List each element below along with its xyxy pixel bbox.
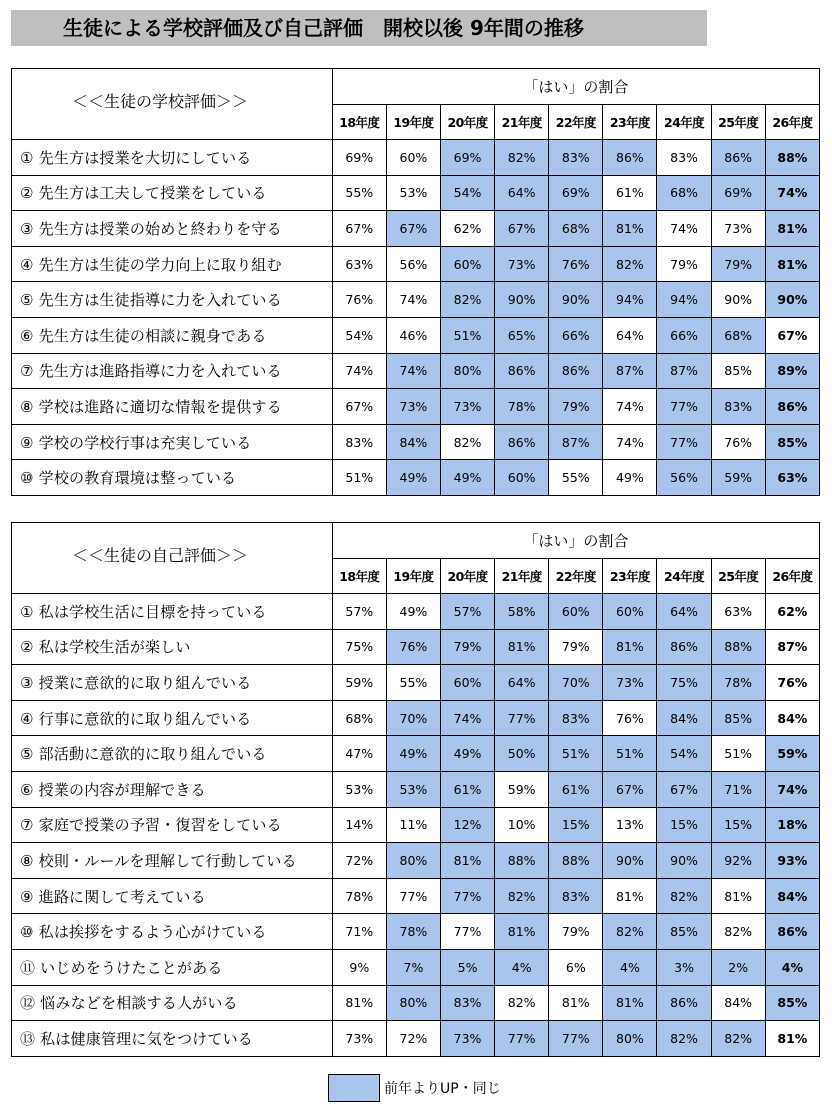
value-cell: 71%: [711, 771, 765, 807]
value-cell: 86%: [603, 140, 657, 176]
value-cell: 82%: [603, 246, 657, 282]
value-cell: 78%: [332, 878, 386, 914]
row-label: ④ 行事に意欲的に取り組んでいる: [12, 700, 333, 736]
table-row: [12, 282, 820, 318]
value-cell: 79%: [549, 629, 603, 665]
value-cell: 10%: [495, 807, 549, 843]
value-cell: 73%: [332, 1021, 386, 1057]
value-cell: 2%: [711, 949, 765, 985]
table-heading: ＜＜生徒の自己評価＞＞: [12, 523, 333, 594]
value-cell: 64%: [495, 665, 549, 701]
value-cell: 81%: [495, 629, 549, 665]
value-cell: 73%: [711, 211, 765, 247]
value-cell: 11%: [386, 807, 440, 843]
value-cell: 89%: [765, 353, 819, 389]
table-row: [12, 629, 820, 665]
value-cell: 72%: [386, 1021, 440, 1057]
value-cell: 59%: [765, 736, 819, 772]
table-row: [12, 736, 820, 772]
value-cell: 90%: [495, 282, 549, 318]
value-cell: 68%: [332, 700, 386, 736]
row-label: ⑧ 校則・ルールを理解して行動している: [12, 843, 333, 879]
value-cell: 83%: [711, 389, 765, 425]
row-label: ⑪ いじめをうけたことがある: [12, 949, 333, 985]
value-cell: 78%: [495, 389, 549, 425]
value-cell: 74%: [386, 353, 440, 389]
value-cell: 62%: [440, 211, 494, 247]
header-row: [12, 69, 820, 105]
year-header: 20年度: [440, 559, 494, 594]
value-cell: 83%: [657, 140, 711, 176]
value-cell: 64%: [495, 175, 549, 211]
value-cell: 82%: [440, 282, 494, 318]
value-cell: 82%: [603, 914, 657, 950]
value-cell: 67%: [603, 771, 657, 807]
row-label: ⑤ 部活動に意欲的に取り組んでいる: [12, 736, 333, 772]
value-cell: 90%: [549, 282, 603, 318]
value-cell: 15%: [549, 807, 603, 843]
value-cell: 77%: [495, 700, 549, 736]
value-cell: 63%: [711, 594, 765, 630]
value-cell: 78%: [711, 665, 765, 701]
value-cell: 85%: [711, 353, 765, 389]
value-cell: 4%: [603, 949, 657, 985]
table-row: [12, 843, 820, 879]
value-cell: 85%: [657, 914, 711, 950]
row-label: ⑦ 家庭で授業の予習・復習をしている: [12, 807, 333, 843]
value-cell: 83%: [332, 424, 386, 460]
value-cell: 81%: [711, 878, 765, 914]
value-cell: 60%: [603, 594, 657, 630]
year-header: 21年度: [495, 105, 549, 140]
value-cell: 74%: [657, 211, 711, 247]
row-label: ③ 先生方は授業の始めと終わりを守る: [12, 211, 333, 247]
value-cell: 64%: [657, 594, 711, 630]
page-title: 生徒による学校評価及び自己評価 開校以後 9年間の推移: [11, 10, 707, 46]
value-cell: 80%: [386, 985, 440, 1021]
legend: [328, 1073, 501, 1103]
value-cell: 79%: [711, 246, 765, 282]
row-label: ⑬ 私は健康管理に気をつけている: [12, 1021, 333, 1057]
value-cell: 85%: [765, 985, 819, 1021]
table-row: [12, 1021, 820, 1057]
value-cell: 86%: [711, 140, 765, 176]
row-label: ⑩ 学校の教育環境は整っている: [12, 460, 333, 496]
value-cell: 51%: [549, 736, 603, 772]
value-cell: 81%: [603, 985, 657, 1021]
value-cell: 75%: [332, 629, 386, 665]
value-cell: 92%: [711, 843, 765, 879]
row-label: ① 先生方は授業を大切にしている: [12, 140, 333, 176]
value-cell: 61%: [603, 175, 657, 211]
value-cell: 83%: [440, 985, 494, 1021]
value-cell: 73%: [386, 389, 440, 425]
value-cell: 79%: [440, 629, 494, 665]
value-cell: 83%: [549, 878, 603, 914]
value-cell: 4%: [495, 949, 549, 985]
row-label: ⑨ 学校の学校行事は充実している: [12, 424, 333, 460]
value-cell: 88%: [495, 843, 549, 879]
value-cell: 94%: [657, 282, 711, 318]
row-label: ⑥ 先生方は生徒の相談に親身である: [12, 317, 333, 353]
header-row: [12, 523, 820, 559]
year-header: 24年度: [657, 559, 711, 594]
value-cell: 65%: [495, 317, 549, 353]
value-cell: 9%: [332, 949, 386, 985]
value-cell: 81%: [495, 914, 549, 950]
table-row: [12, 771, 820, 807]
value-cell: 86%: [549, 353, 603, 389]
value-cell: 81%: [603, 629, 657, 665]
value-cell: 55%: [549, 460, 603, 496]
value-cell: 12%: [440, 807, 494, 843]
value-cell: 81%: [603, 211, 657, 247]
year-header: 24年度: [657, 105, 711, 140]
value-cell: 82%: [495, 985, 549, 1021]
value-cell: 61%: [549, 771, 603, 807]
table-heading: ＜＜生徒の学校評価＞＞: [12, 69, 333, 140]
value-cell: 69%: [549, 175, 603, 211]
value-cell: 90%: [765, 282, 819, 318]
value-cell: 63%: [765, 460, 819, 496]
value-cell: 80%: [603, 1021, 657, 1057]
value-cell: 49%: [386, 594, 440, 630]
value-cell: 68%: [711, 317, 765, 353]
value-cell: 94%: [603, 282, 657, 318]
value-cell: 76%: [332, 282, 386, 318]
value-cell: 53%: [386, 771, 440, 807]
value-cell: 70%: [549, 665, 603, 701]
value-cell: 86%: [657, 629, 711, 665]
value-cell: 82%: [657, 878, 711, 914]
value-cell: 3%: [657, 949, 711, 985]
value-cell: 46%: [386, 317, 440, 353]
year-header: 23年度: [603, 105, 657, 140]
value-cell: 56%: [657, 460, 711, 496]
value-cell: 15%: [657, 807, 711, 843]
value-cell: 68%: [657, 175, 711, 211]
value-cell: 81%: [765, 246, 819, 282]
table-row: [12, 914, 820, 950]
table-row: [12, 424, 820, 460]
value-cell: 69%: [332, 140, 386, 176]
value-cell: 75%: [657, 665, 711, 701]
value-cell: 67%: [386, 211, 440, 247]
year-header: 18年度: [332, 105, 386, 140]
year-header: 18年度: [332, 559, 386, 594]
row-label: ① 私は学校生活に目標を持っている: [12, 594, 333, 630]
value-cell: 79%: [549, 914, 603, 950]
row-label: ④ 先生方は生徒の学力向上に取り組む: [12, 246, 333, 282]
value-cell: 53%: [386, 175, 440, 211]
value-cell: 67%: [332, 211, 386, 247]
value-cell: 86%: [765, 914, 819, 950]
value-cell: 81%: [332, 985, 386, 1021]
value-cell: 67%: [657, 771, 711, 807]
value-cell: 49%: [603, 460, 657, 496]
year-header: 25年度: [711, 559, 765, 594]
value-cell: 81%: [440, 843, 494, 879]
value-cell: 81%: [765, 211, 819, 247]
value-cell: 84%: [765, 878, 819, 914]
value-cell: 77%: [657, 389, 711, 425]
value-cell: 73%: [440, 1021, 494, 1057]
value-cell: 73%: [440, 389, 494, 425]
value-cell: 82%: [440, 424, 494, 460]
value-cell: 82%: [711, 1021, 765, 1057]
value-cell: 5%: [440, 949, 494, 985]
value-cell: 54%: [332, 317, 386, 353]
value-cell: 67%: [495, 211, 549, 247]
value-cell: 13%: [603, 807, 657, 843]
value-cell: 87%: [765, 629, 819, 665]
value-cell: 7%: [386, 949, 440, 985]
value-cell: 56%: [386, 246, 440, 282]
value-cell: 50%: [495, 736, 549, 772]
value-cell: 54%: [657, 736, 711, 772]
value-cell: 57%: [332, 594, 386, 630]
ratio-header: 「はい」の割合: [332, 69, 819, 105]
row-label: ② 私は学校生活が楽しい: [12, 629, 333, 665]
value-cell: 82%: [657, 1021, 711, 1057]
value-cell: 81%: [603, 878, 657, 914]
row-label: ⑦ 先生方は進路指導に力を入れている: [12, 353, 333, 389]
value-cell: 63%: [332, 246, 386, 282]
value-cell: 55%: [386, 665, 440, 701]
table-row: [12, 985, 820, 1021]
value-cell: 51%: [332, 460, 386, 496]
value-cell: 55%: [332, 175, 386, 211]
value-cell: 66%: [549, 317, 603, 353]
value-cell: 47%: [332, 736, 386, 772]
table-row: [12, 460, 820, 496]
value-cell: 60%: [549, 594, 603, 630]
value-cell: 77%: [386, 878, 440, 914]
value-cell: 74%: [765, 175, 819, 211]
value-cell: 76%: [603, 700, 657, 736]
row-label: ⑧ 学校は進路に適切な情報を提供する: [12, 389, 333, 425]
value-cell: 86%: [765, 389, 819, 425]
year-header: 19年度: [386, 559, 440, 594]
value-cell: 67%: [765, 317, 819, 353]
value-cell: 86%: [495, 353, 549, 389]
value-cell: 67%: [332, 389, 386, 425]
value-cell: 60%: [440, 665, 494, 701]
row-label: ⑨ 進路に関して考えている: [12, 878, 333, 914]
value-cell: 90%: [711, 282, 765, 318]
value-cell: 84%: [711, 985, 765, 1021]
value-cell: 49%: [440, 460, 494, 496]
value-cell: 82%: [495, 878, 549, 914]
value-cell: 88%: [549, 843, 603, 879]
value-cell: 59%: [711, 460, 765, 496]
school-evaluation-table: [11, 68, 820, 496]
value-cell: 62%: [765, 594, 819, 630]
value-cell: 87%: [603, 353, 657, 389]
table-row: [12, 389, 820, 425]
row-label: ⑩ 私は挨拶をするよう心がけている: [12, 914, 333, 950]
value-cell: 74%: [440, 700, 494, 736]
row-label: ⑥ 授業の内容が理解できる: [12, 771, 333, 807]
table-row: [12, 211, 820, 247]
value-cell: 49%: [386, 460, 440, 496]
value-cell: 88%: [765, 140, 819, 176]
ratio-header: 「はい」の割合: [332, 523, 819, 559]
value-cell: 60%: [440, 246, 494, 282]
table-row: [12, 317, 820, 353]
row-label: ⑫ 悩みなどを相談する人がいる: [12, 985, 333, 1021]
value-cell: 76%: [386, 629, 440, 665]
year-header: 26年度: [765, 559, 819, 594]
value-cell: 84%: [386, 424, 440, 460]
year-header: 22年度: [549, 559, 603, 594]
value-cell: 83%: [549, 140, 603, 176]
table-row: [12, 878, 820, 914]
value-cell: 80%: [386, 843, 440, 879]
value-cell: 82%: [711, 914, 765, 950]
table-row: [12, 140, 820, 176]
value-cell: 76%: [549, 246, 603, 282]
value-cell: 81%: [765, 1021, 819, 1057]
year-header: 23年度: [603, 559, 657, 594]
value-cell: 84%: [765, 700, 819, 736]
value-cell: 74%: [765, 771, 819, 807]
value-cell: 82%: [495, 140, 549, 176]
legend-label: 前年よりUP・同じ: [384, 1081, 501, 1097]
value-cell: 64%: [603, 317, 657, 353]
value-cell: 87%: [549, 424, 603, 460]
table-row: [12, 353, 820, 389]
value-cell: 66%: [657, 317, 711, 353]
value-cell: 53%: [332, 771, 386, 807]
table-row: [12, 807, 820, 843]
value-cell: 77%: [440, 878, 494, 914]
value-cell: 69%: [440, 140, 494, 176]
value-cell: 85%: [711, 700, 765, 736]
table-row: [12, 665, 820, 701]
value-cell: 80%: [440, 353, 494, 389]
value-cell: 68%: [549, 211, 603, 247]
value-cell: 51%: [603, 736, 657, 772]
value-cell: 77%: [495, 1021, 549, 1057]
value-cell: 79%: [549, 389, 603, 425]
value-cell: 74%: [603, 424, 657, 460]
value-cell: 77%: [440, 914, 494, 950]
value-cell: 93%: [765, 843, 819, 879]
year-header: 21年度: [495, 559, 549, 594]
table-row: [12, 700, 820, 736]
value-cell: 57%: [440, 594, 494, 630]
value-cell: 90%: [603, 843, 657, 879]
value-cell: 59%: [332, 665, 386, 701]
value-cell: 69%: [711, 175, 765, 211]
value-cell: 71%: [332, 914, 386, 950]
value-cell: 49%: [386, 736, 440, 772]
value-cell: 54%: [440, 175, 494, 211]
value-cell: 76%: [711, 424, 765, 460]
value-cell: 79%: [657, 246, 711, 282]
row-label: ② 先生方は工夫して授業をしている: [12, 175, 333, 211]
value-cell: 88%: [711, 629, 765, 665]
year-header: 20年度: [440, 105, 494, 140]
value-cell: 58%: [495, 594, 549, 630]
value-cell: 51%: [440, 317, 494, 353]
table-row: [12, 949, 820, 985]
self-evaluation-table: [11, 522, 820, 1057]
value-cell: 77%: [549, 1021, 603, 1057]
value-cell: 6%: [549, 949, 603, 985]
value-cell: 81%: [549, 985, 603, 1021]
value-cell: 60%: [386, 140, 440, 176]
value-cell: 86%: [657, 985, 711, 1021]
value-cell: 59%: [495, 771, 549, 807]
value-cell: 77%: [657, 424, 711, 460]
value-cell: 78%: [386, 914, 440, 950]
year-header: 26年度: [765, 105, 819, 140]
year-header: 19年度: [386, 105, 440, 140]
value-cell: 74%: [603, 389, 657, 425]
value-cell: 60%: [495, 460, 549, 496]
value-cell: 70%: [386, 700, 440, 736]
value-cell: 85%: [765, 424, 819, 460]
value-cell: 90%: [657, 843, 711, 879]
value-cell: 4%: [765, 949, 819, 985]
value-cell: 15%: [711, 807, 765, 843]
value-cell: 86%: [495, 424, 549, 460]
value-cell: 14%: [332, 807, 386, 843]
year-header: 22年度: [549, 105, 603, 140]
value-cell: 72%: [332, 843, 386, 879]
year-header: 25年度: [711, 105, 765, 140]
value-cell: 87%: [657, 353, 711, 389]
value-cell: 83%: [549, 700, 603, 736]
table-row: [12, 594, 820, 630]
value-cell: 51%: [711, 736, 765, 772]
value-cell: 61%: [440, 771, 494, 807]
value-cell: 18%: [765, 807, 819, 843]
value-cell: 76%: [765, 665, 819, 701]
value-cell: 49%: [440, 736, 494, 772]
row-label: ⑤ 先生方は生徒指導に力を入れている: [12, 282, 333, 318]
value-cell: 73%: [603, 665, 657, 701]
row-label: ③ 授業に意欲的に取り組んでいる: [12, 665, 333, 701]
value-cell: 74%: [386, 282, 440, 318]
value-cell: 73%: [495, 246, 549, 282]
legend-swatch: [328, 1074, 380, 1102]
value-cell: 84%: [657, 700, 711, 736]
table-row: [12, 175, 820, 211]
table-row: [12, 246, 820, 282]
value-cell: 74%: [332, 353, 386, 389]
